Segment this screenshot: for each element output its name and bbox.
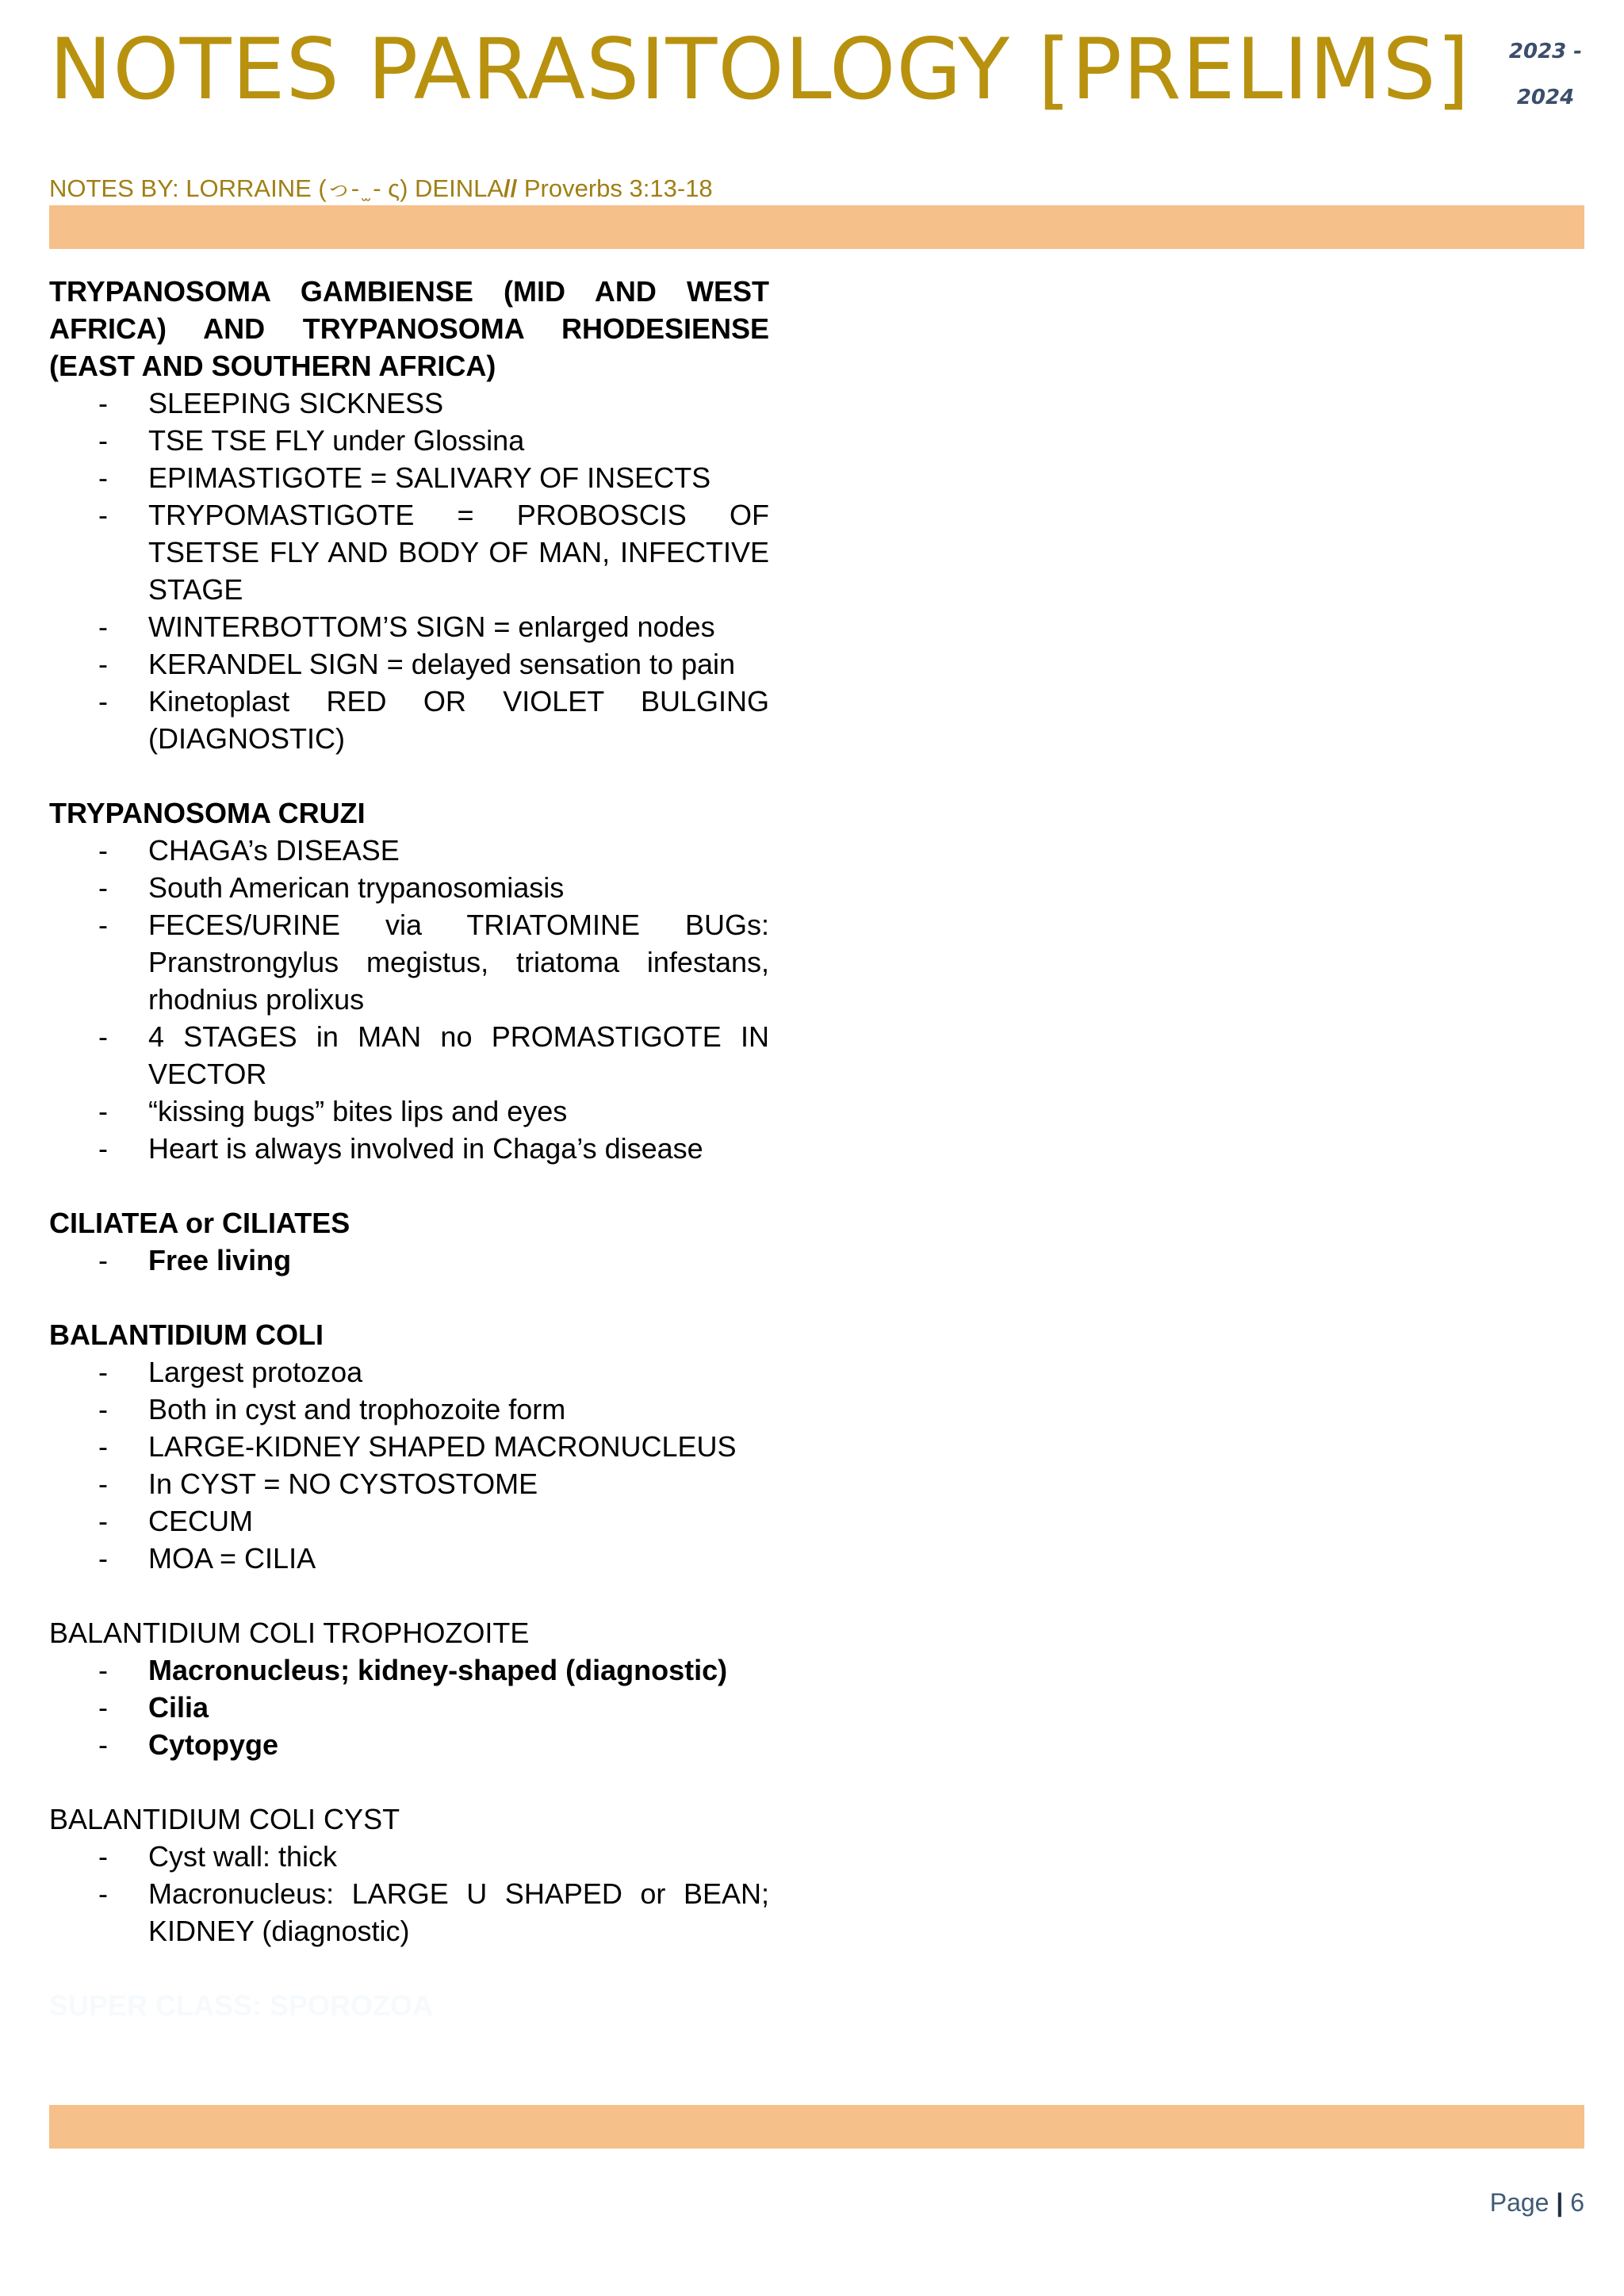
- list-item: - CECUM: [98, 1505, 253, 1537]
- list-item: - Largest protozoa: [98, 1356, 363, 1388]
- list-item: - TSE TSE FLY under Glossina: [98, 424, 525, 457]
- header-band: [49, 205, 1584, 249]
- list-item: - In CYST = NO CYSTOSTOME: [98, 1468, 538, 1500]
- notes-content: [49, 273, 769, 2024]
- list-item: - FECES/URINE via TRIATOMINE BUGs: Pranstrongylus megistus, triatoma infestans, rhodnius prolixus: [98, 909, 769, 1016]
- list-item: - Cilia: [98, 1691, 209, 1724]
- byline-verse: Proverbs 3:13-18: [517, 174, 713, 202]
- year-range-start: 2023 -: [1508, 40, 1583, 63]
- footer-band: [49, 2105, 1584, 2149]
- list-item: - Kinetoplast RED OR VIOLET BULGING (DIAGNOSTIC): [98, 685, 769, 755]
- page-separator: |: [1556, 2188, 1564, 2217]
- list-item: - LARGE-KIDNEY SHAPED MACRONUCLEUS: [98, 1430, 737, 1463]
- list-item: - Cyst wall: thick: [98, 1840, 338, 1873]
- page-number: 6: [1570, 2188, 1584, 2217]
- section-heading: BALANTIDIUM COLI: [49, 1318, 324, 1351]
- list-item: - Cytopyge: [98, 1728, 279, 1761]
- bullet-list: [49, 1242, 769, 1279]
- list-item: - KERANDEL SIGN = delayed sensation to pain: [98, 648, 736, 680]
- list-item: - “kissing bugs” bites lips and eyes: [98, 1095, 568, 1127]
- bullet-list: [49, 385, 769, 757]
- list-item: - Heart is always involved in Chaga’s disease: [98, 1132, 703, 1165]
- byline-author: NOTES BY: LORRAINE (っ- ̫ - ς) DEINLA: [49, 174, 504, 202]
- bullet-list: [49, 1838, 769, 1950]
- page-label: Page: [1489, 2188, 1549, 2217]
- faint-heading: SUPER CLASS: SPOROZOA: [49, 1989, 434, 2022]
- page-number-footer: [1490, 2188, 1584, 2218]
- page-title: NOTES PARASITOLOGY [PRELIMS]: [49, 21, 1471, 118]
- section-heading: BALANTIDIUM COLI TROPHOZOITE: [49, 1617, 530, 1649]
- list-item: - CHAGA’s DISEASE: [98, 834, 400, 867]
- list-item: - MOA = CILIA: [98, 1542, 316, 1575]
- section-heading: TRYPANOSOMA CRUZI: [49, 797, 366, 829]
- section-heading: CILIATEA or CILIATES: [49, 1207, 350, 1239]
- list-item: - Free living: [98, 1244, 292, 1276]
- list-item: - Both in cyst and trophozoite form: [98, 1393, 566, 1425]
- byline: [49, 168, 713, 204]
- section-heading: TRYPANOSOMA GAMBIENSE (MID AND WEST AFRICA) AND TRYPANOSOMA RHODESIENSE (EAST AND SOUTHERN AFRICA): [49, 275, 769, 382]
- list-item: - SLEEPING SICKNESS: [98, 387, 444, 419]
- list-item: - EPIMASTIGOTE = SALIVARY OF INSECTS: [98, 461, 711, 494]
- bullet-list: [49, 832, 769, 1167]
- section-heading: BALANTIDIUM COLI CYST: [49, 1803, 400, 1835]
- list-item: - TRYPOMASTIGOTE = PROBOSCIS OF TSETSE FLY AND BODY OF MAN, INFECTIVE STAGE: [98, 499, 769, 606]
- byline-separator: //: [504, 174, 518, 202]
- year-range-end: 2024: [1516, 86, 1575, 109]
- list-item: - WINTERBOTTOM’S SIGN = enlarged nodes: [98, 610, 715, 643]
- list-item: - South American trypanosomiasis: [98, 871, 565, 904]
- list-item: - Macronucleus: LARGE U SHAPED or BEAN; KIDNEY (diagnostic): [98, 1877, 769, 1947]
- list-item: - 4 STAGES in MAN no PROMASTIGOTE IN VECTOR: [98, 1020, 769, 1090]
- bullet-list: [49, 1651, 769, 1763]
- bullet-list: [49, 1353, 769, 1577]
- list-item: - Macronucleus; kidney-shaped (diagnostic): [98, 1654, 728, 1686]
